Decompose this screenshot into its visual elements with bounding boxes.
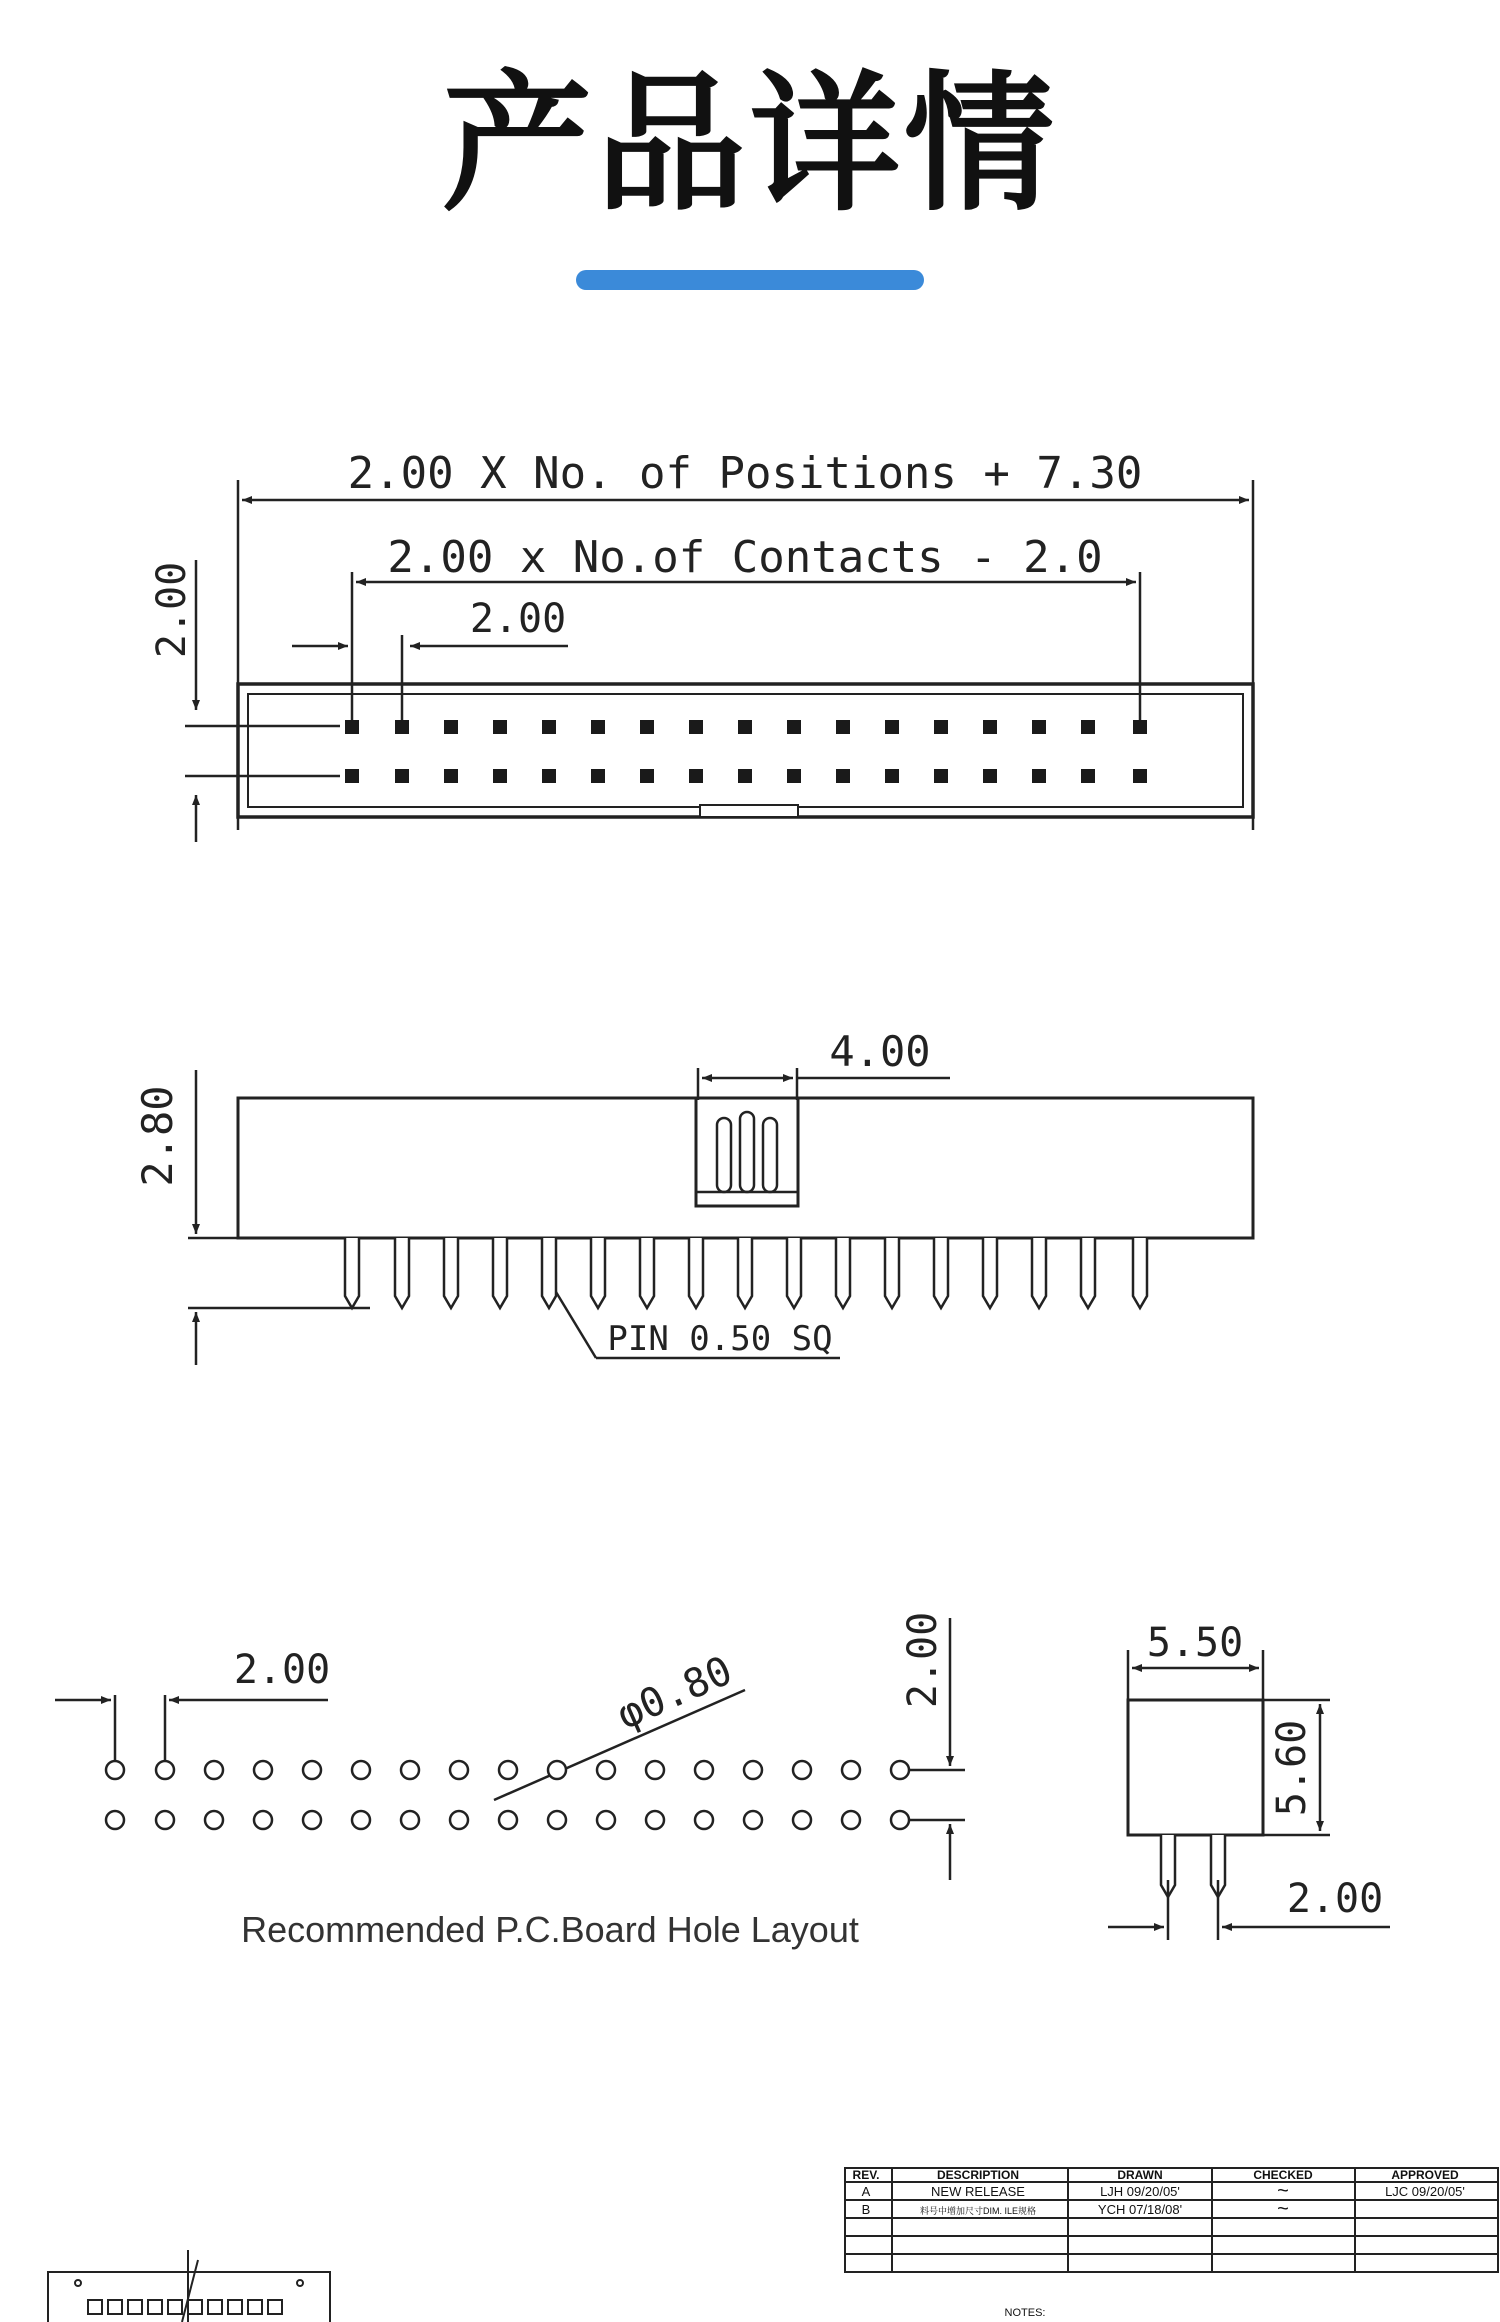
side-pin (836, 1238, 850, 1308)
pcb-hole (548, 1761, 566, 1779)
pcb-hole (450, 1761, 468, 1779)
overall-dim-label: 2.00 X No. of Positions + 7.30 (347, 448, 1143, 499)
housing-inner (248, 694, 1243, 807)
pcb-hole (695, 1761, 713, 1779)
pin-label-leader (556, 1292, 596, 1358)
side-pin (787, 1238, 801, 1308)
pcb-hole (597, 1811, 615, 1829)
pin-square (542, 720, 556, 734)
pcb-hole (303, 1811, 321, 1829)
tb-row-b-rev: B (861, 2202, 871, 2217)
tb-row-a-approved: LJC 09/20/05' (1385, 2184, 1465, 2199)
pcb-hole (205, 1811, 223, 1829)
pcb-hole (352, 1811, 370, 1829)
contacts-dim-label: 2.00 x No.of Contacts - 2.0 (387, 532, 1103, 583)
pcb-hole (597, 1761, 615, 1779)
side-pin (542, 1238, 556, 1308)
pin-square (836, 769, 850, 783)
pcb-hole (842, 1811, 860, 1829)
side-pin (444, 1238, 458, 1308)
pin-square (934, 720, 948, 734)
tb-header-rev: REV. (852, 2168, 880, 2182)
pin-square (444, 769, 458, 783)
pin-square (1133, 769, 1147, 783)
tb-header-drawn: DRAWN (1117, 2168, 1163, 2182)
polarization-key (700, 805, 798, 817)
pcb-hole (548, 1811, 566, 1829)
tb-row-a-description: NEW RELEASE (931, 2184, 1025, 2199)
side-pin (1032, 1238, 1046, 1308)
pcb-hole (205, 1761, 223, 1779)
page-title: 产品详情 (441, 58, 1058, 232)
pin-square (738, 769, 752, 783)
pin-square (787, 769, 801, 783)
thumbnail-view (48, 2250, 330, 2322)
pin-square (493, 720, 507, 734)
side-pin (345, 1238, 359, 1308)
pin-square (542, 769, 556, 783)
tb-row-a-rev: A (861, 2184, 871, 2199)
tb-row-a-drawn: LJH 09/20/05' (1100, 2184, 1180, 2199)
side-pin (983, 1238, 997, 1308)
pcb-pitch-dim-label: 2.00 (233, 1647, 331, 1693)
pin-square (885, 769, 899, 783)
pcb-hole (842, 1761, 860, 1779)
row-pitch-dim-label: 2.00 (149, 561, 195, 659)
side-pin (1133, 1238, 1147, 1308)
side-pin (738, 1238, 752, 1308)
side-pin (689, 1238, 703, 1308)
pcb-hole (793, 1761, 811, 1779)
side-pin (934, 1238, 948, 1308)
key-pin (740, 1112, 754, 1192)
side-pin (591, 1238, 605, 1308)
tb-row-b-checked: ~ (1277, 2198, 1289, 2220)
pcb-hole (352, 1761, 370, 1779)
pin-square (345, 769, 359, 783)
pin-square (836, 720, 850, 734)
pcb-hole (254, 1811, 272, 1829)
pcb-hole (646, 1811, 664, 1829)
pcb-hole (695, 1811, 713, 1829)
pcb-hole (450, 1811, 468, 1829)
tb-row-a-checked: ~ (1277, 2180, 1289, 2202)
end-pitch-dim-label: 2.00 (1286, 1876, 1384, 1922)
pin-square (934, 769, 948, 783)
key-window (696, 1098, 798, 1206)
pcb-hole (106, 1811, 124, 1829)
pin-square (444, 720, 458, 734)
tb-header-description: DESCRIPTION (936, 2168, 1020, 2182)
pcb-hole (499, 1811, 517, 1829)
key-pin (763, 1118, 777, 1192)
pin-square (591, 720, 605, 734)
tb-row-b-description: 料号中增加尺寸DIM. ILE规格 (919, 2206, 1037, 2216)
tb-notes-label: NOTES: (1004, 2307, 1046, 2319)
end-width-dim-label: 5.50 (1146, 1620, 1244, 1666)
pcb-hole (401, 1811, 419, 1829)
tb-header-approved: APPROVED (1391, 2168, 1459, 2182)
end-height-dim-label: 5.60 (1269, 1719, 1315, 1817)
side-pin (493, 1238, 507, 1308)
pin-square (640, 769, 654, 783)
pin-square (395, 720, 409, 734)
pcb-hole (646, 1761, 664, 1779)
pcb-hole (156, 1811, 174, 1829)
pcb-row-dim-label: 2.00 (900, 1611, 946, 1709)
side-pin (640, 1238, 654, 1308)
pcb-hole (303, 1761, 321, 1779)
side-height-dim-label: 2.80 (133, 1085, 182, 1187)
end-housing (1128, 1700, 1263, 1835)
pin-square (640, 720, 654, 734)
pcb-hole (254, 1761, 272, 1779)
pin-square (983, 720, 997, 734)
pin-square (395, 769, 409, 783)
pin-square (1032, 769, 1046, 783)
pcb-hole (793, 1811, 811, 1829)
pin-square (1081, 769, 1095, 783)
side-pin (395, 1238, 409, 1308)
top-view-pins (345, 720, 1147, 783)
pin-square (493, 769, 507, 783)
pitch-dim-label: 2.00 (469, 596, 567, 642)
pin-square (689, 720, 703, 734)
pin-square (1032, 720, 1046, 734)
pcb-hole (499, 1761, 517, 1779)
pin-size-label: PIN 0.50 SQ (607, 1319, 833, 1359)
pcb-hole (156, 1761, 174, 1779)
pin-square (591, 769, 605, 783)
pcb-layout-caption: Recommended P.C.Board Hole Layout (241, 1909, 859, 1950)
pin-square (738, 720, 752, 734)
side-pin (885, 1238, 899, 1308)
side-housing (238, 1098, 1253, 1238)
tb-row-b-drawn: YCH 07/18/08' (1097, 2202, 1183, 2217)
pin-square (787, 720, 801, 734)
pcb-hole (744, 1811, 762, 1829)
pcb-hole (891, 1811, 909, 1829)
hole-dim-label: φ0.80 (610, 1647, 740, 1739)
key-pin (717, 1118, 731, 1192)
pcb-layout (55, 1618, 965, 1880)
key-width-dim-label: 4.00 (829, 1027, 931, 1076)
side-pin (1081, 1238, 1095, 1308)
pin-square (885, 720, 899, 734)
housing-outline (238, 684, 1253, 817)
pin-square (689, 769, 703, 783)
pin-square (983, 769, 997, 783)
pcb-hole (744, 1761, 762, 1779)
tb-header-checked: CHECKED (1253, 2168, 1313, 2182)
pcb-hole (106, 1761, 124, 1779)
pin-square (1133, 720, 1147, 734)
pin-square (345, 720, 359, 734)
pin-square (1081, 720, 1095, 734)
pcb-hole (401, 1761, 419, 1779)
pcb-hole (891, 1761, 909, 1779)
side-view-pins (345, 1238, 1147, 1308)
title-block-text (853, 2168, 1465, 2319)
